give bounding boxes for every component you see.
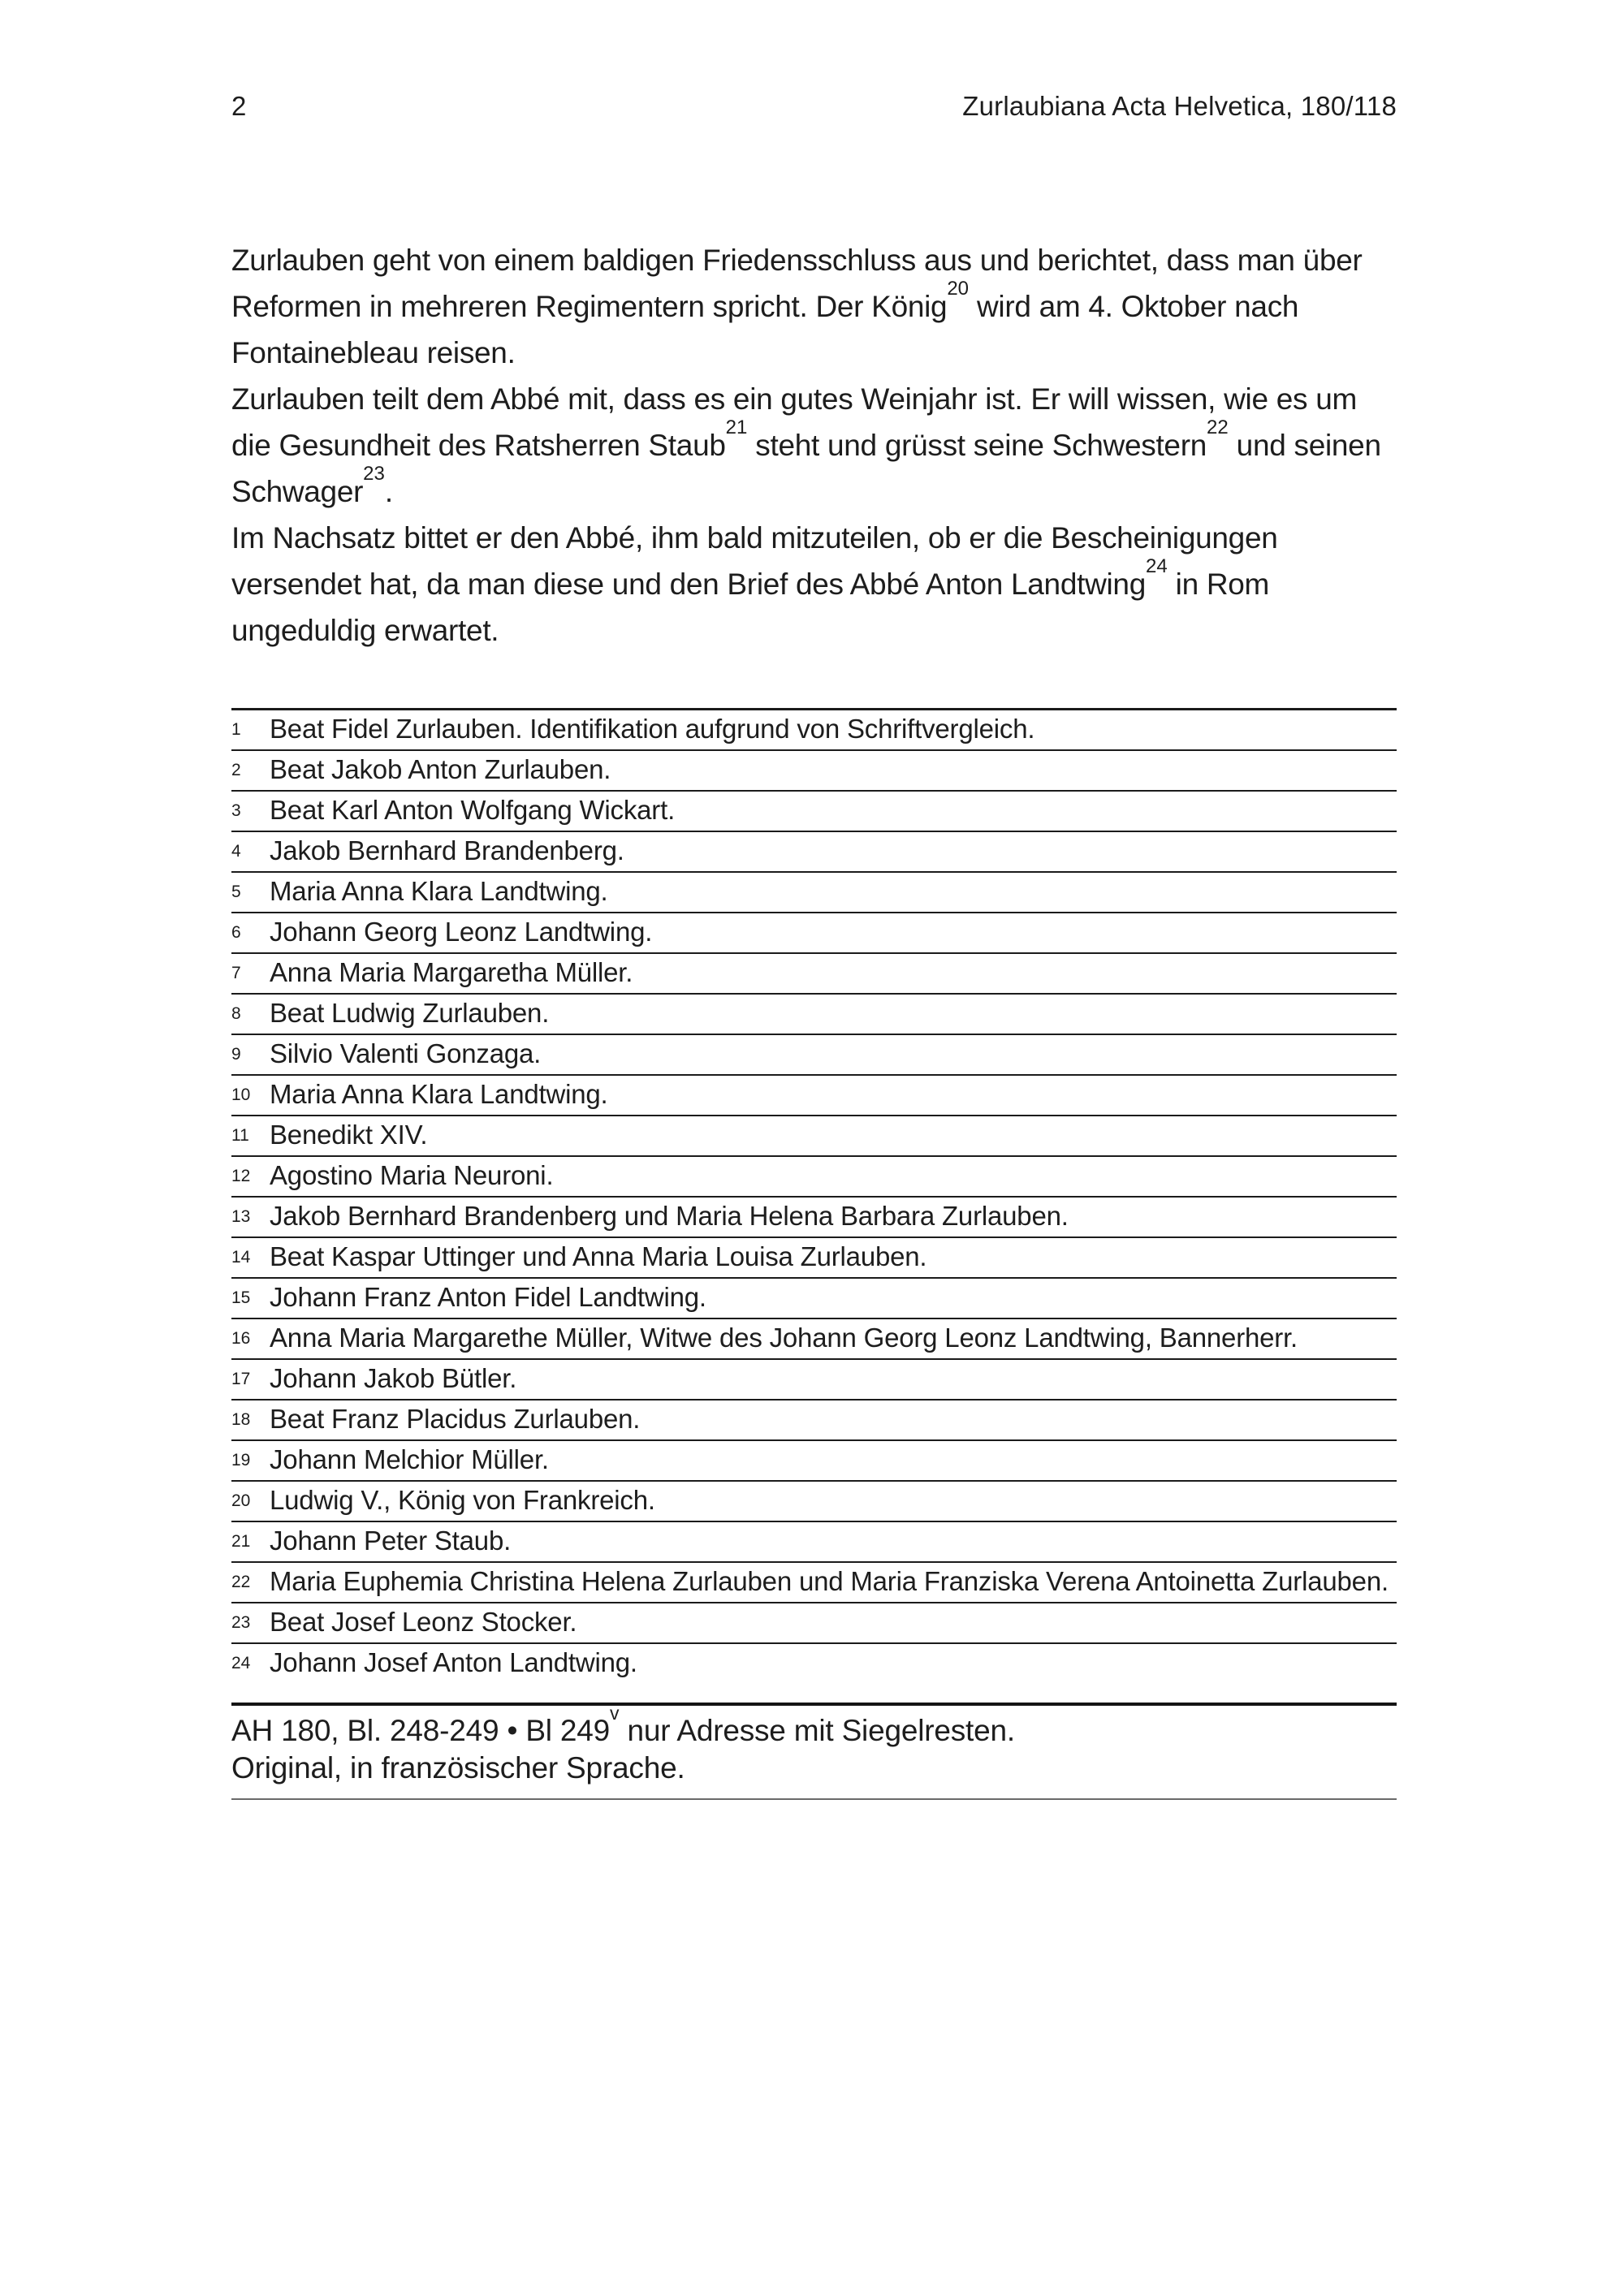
footnote-number: 22 xyxy=(231,1573,251,1591)
footnote-item xyxy=(231,790,1397,831)
footnote-number: 19 xyxy=(231,1451,251,1470)
source-reference: AH 180, Bl. 248-249 • Bl 249$^v$ nur Adresse mit Siegelresten. xyxy=(231,1702,1015,1747)
footnote-text: Beat Karl Anton Wolfgang Wickart. xyxy=(270,795,676,825)
footnote-text: Maria Euphemia Christina Helena Zurlauben und Maria Franziska Verena Antoinetta Zurlauben. xyxy=(270,1566,1389,1596)
footnote-number: 1 xyxy=(231,720,241,739)
header-title: Zurlaubiana Acta Helvetica, 180/118 xyxy=(962,91,1397,121)
footnote-item xyxy=(231,993,1397,1034)
footnote-number: 4 xyxy=(231,842,241,861)
footnote-text: Johann Jakob Bütler. xyxy=(270,1363,517,1393)
paragraph: Zurlauben geht von einem baldigen Friedensschluss aus und berichtet, dass man über Reformen in mehreren Regimentern spricht. Der König$^{20}$ wird am 4. Oktober nach Fontainebleau reisen. xyxy=(231,244,1363,369)
footnote-reference: 24 xyxy=(1145,555,1168,577)
footnote-item xyxy=(231,1399,1397,1439)
footnote-text: Agostino Maria Neuroni. xyxy=(270,1160,554,1190)
footnote-number: 23 xyxy=(231,1613,251,1632)
paragraph: Zurlauben teilt dem Abbé mit, dass es ein gutes Weinjahr ist. Er will wissen, wie es um die Gesundheit des Ratsherren Staub$^{21}$ steht und grüsst seine Schwestern$^{22}$ und seinen Schwager$^{23}$. xyxy=(231,382,1381,508)
footnote-item xyxy=(231,1521,1397,1561)
footnote-text: Johann Peter Staub. xyxy=(270,1526,512,1556)
footnote-item xyxy=(231,1034,1397,1074)
footnote-number: 18 xyxy=(231,1410,251,1429)
footnote-number: 17 xyxy=(231,1370,251,1388)
footnote-number: 24 xyxy=(231,1654,251,1672)
footnote-text: Anna Maria Margaretha Müller. xyxy=(270,957,633,987)
footnote-number: 15 xyxy=(231,1288,251,1307)
footnote-number: 20 xyxy=(231,1491,251,1510)
verso-superscript: v xyxy=(610,1702,620,1724)
footnote-text: Ludwig V., König von Frankreich. xyxy=(270,1485,655,1515)
footnote-text: Beat Jakob Anton Zurlauben. xyxy=(270,754,611,784)
footnote-item xyxy=(231,1115,1397,1155)
footnote-item xyxy=(231,871,1397,912)
footnote-number: 12 xyxy=(231,1167,251,1185)
footnote-reference: 23 xyxy=(363,462,385,485)
footnote-number: 3 xyxy=(231,801,241,820)
footnote-text: Maria Anna Klara Landtwing. xyxy=(270,876,608,906)
page-header xyxy=(231,91,1397,122)
footnote-item xyxy=(231,1196,1397,1236)
summary-paragraphs xyxy=(231,237,1397,654)
footnote-text: Beat Fidel Zurlauben. Identifikation aufgrund von Schriftvergleich. xyxy=(270,714,1035,744)
footnote-reference: 22 xyxy=(1207,416,1229,438)
footnote-text: Beat Josef Leonz Stocker. xyxy=(270,1607,577,1637)
footnote-text: Benedikt XIV. xyxy=(270,1120,428,1150)
footnote-number: 21 xyxy=(231,1532,251,1551)
footnote-text: Jakob Bernhard Brandenberg und Maria Helena Barbara Zurlauben. xyxy=(270,1201,1069,1231)
footnote-item xyxy=(231,1155,1397,1196)
footnote-number: 6 xyxy=(231,923,241,942)
footnote-item xyxy=(231,1602,1397,1642)
footnote-text: Johann Melchior Müller. xyxy=(270,1444,549,1474)
footnote-item xyxy=(231,1277,1397,1318)
footnote-item xyxy=(231,1642,1397,1683)
footnote-number: 7 xyxy=(231,964,241,982)
footnote-text: Maria Anna Klara Landtwing. xyxy=(270,1079,608,1109)
footnote-item xyxy=(231,912,1397,952)
source-language: Original, in französischer Sprache. xyxy=(231,1751,685,1785)
footnote-number: 9 xyxy=(231,1045,241,1064)
paragraph: Im Nachsatz bittet er den Abbé, ihm bald mitzuteilen, ob er die Bescheinigungen versendet hat, da man diese und den Brief des Abbé Anton Landtwing$^{24}$ in Rom ungeduldig erwartet. xyxy=(231,521,1278,647)
footnote-text: Johann Franz Anton Fidel Landtwing. xyxy=(270,1282,706,1312)
footnote-text: Johann Georg Leonz Landtwing. xyxy=(270,917,653,947)
footnote-item xyxy=(231,749,1397,790)
footnote-text: Anna Maria Margarethe Müller, Witwe des Johann Georg Leonz Landtwing, Bannerherr. xyxy=(270,1323,1298,1353)
footnote-reference: 20 xyxy=(947,277,970,300)
source-note xyxy=(231,1703,1397,1800)
footnote-text: Beat Franz Placidus Zurlauben. xyxy=(270,1404,641,1434)
footnote-number: 2 xyxy=(231,761,241,779)
footnote-text: Johann Josef Anton Landtwing. xyxy=(270,1647,637,1677)
page-number: 2 xyxy=(231,91,247,121)
footnote-text: Jakob Bernhard Brandenberg. xyxy=(270,835,624,865)
footnote-number: 5 xyxy=(231,883,241,901)
footnote-number: 14 xyxy=(231,1248,251,1267)
footnote-text: Silvio Valenti Gonzaga. xyxy=(270,1038,542,1068)
footnote-item xyxy=(231,952,1397,993)
footnote-number: 10 xyxy=(231,1085,251,1104)
footnote-text: Beat Kaspar Uttinger und Anna Maria Louisa Zurlauben. xyxy=(270,1241,927,1271)
footnote-item xyxy=(231,831,1397,871)
footnote-item xyxy=(231,1439,1397,1480)
footnote-number: 11 xyxy=(231,1126,249,1145)
footnote-item xyxy=(231,708,1397,749)
footnote-item xyxy=(231,1358,1397,1399)
footnote-reference: 21 xyxy=(725,416,748,438)
footnote-number: 8 xyxy=(231,1004,241,1023)
footnote-item xyxy=(231,1236,1397,1277)
footnote-text: Beat Ludwig Zurlauben. xyxy=(270,998,550,1028)
footnote-item xyxy=(231,1318,1397,1358)
footnote-item xyxy=(231,1480,1397,1521)
footnote-item xyxy=(231,1074,1397,1115)
footnote-number: 13 xyxy=(231,1207,251,1226)
footnotes-list xyxy=(231,708,1397,1683)
footnote-item xyxy=(231,1561,1397,1602)
footnote-number: 16 xyxy=(231,1329,251,1348)
